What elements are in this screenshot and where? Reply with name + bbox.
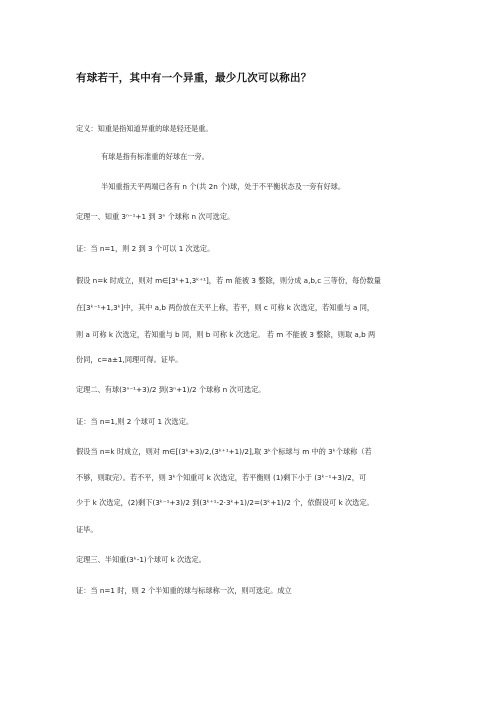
proof-line: 则 a 可称 k 次选定，若知重与 b 同，则 b 可称 k 次选定。 若 m 不能被 3 整除，则取 a,b 两: [76, 330, 376, 339]
proof-line: 证毕。: [76, 525, 98, 534]
proof-line: 假设当 n=k 时成立，则对 m∈[(3ᵏ+3)/2,(3ᵏ⁺¹+1)/2],取 3ᵏ个标球与 m 中的 3ᵏ个球称（若: [76, 447, 372, 456]
definition-line: 有球是指有标准重的好球在一旁。: [101, 152, 209, 161]
theorem-heading: 定理三、半知重(3ᵏ-1)个球可 k 次选定。: [76, 555, 206, 564]
proof-line: 少于 k 次选定，(2)剩下(3ᵏ⁻¹+3)/2 到(3ᵏ⁺¹-2·3ᵏ+1)/2=(3ᵏ+1)/2 个，依假设可 k 次选定。: [76, 498, 374, 507]
proof-line: 在[3ᵏ⁻¹+1,3ᵏ]中，其中 a,b 两份放在天平上称，若平，则 c 可称 k 次选定，若知重与 a 同，: [76, 303, 375, 312]
page-title: 有球若干，其中有一个异重，最少几次可以称出？: [76, 72, 312, 84]
proof-line: 假设 n=k 时成立，则对 m∈[3ᵏ+1,3ᵏ⁺¹]，若 m 能被 3 整除，则分成 a,b,c 三等份，每份数量: [76, 276, 381, 285]
definition-line: 半知重指天平两端已各有 n 个(共 2n 个)球，处于不平衡状态及一旁有好球。: [101, 182, 346, 191]
definition-line: 定义：知重是指知道异重的球是轻还是重。: [76, 124, 213, 133]
theorem-heading: 定理一、知重 3ⁿ⁻¹+1 到 3ⁿ 个球称 n 次可选定。: [76, 212, 235, 221]
proof-line: 不够，则取完）。若不平，则 3ᵏ个知重可 k 次选定，若平衡则 (1)剩下小于 (3ᵏ⁻¹+3)/2，可: [76, 473, 367, 482]
theorem-heading: 定理二、有球(3ⁿ⁻¹+3)/2 到(3ⁿ+1)/2 个球称 n 次可选定。: [76, 385, 266, 394]
proof-line: 证：当 n=1，则 2 到 3 个可以 1 次选定。: [76, 244, 215, 253]
proof-line: 证：当 n=1,则 2 个球可 1 次选定。: [76, 417, 194, 426]
proof-line: 份同，c=a±1,同理可得。证毕。: [76, 355, 183, 364]
proof-line: 证：当 n=1 时，则 2 个半知重的球与标球称一次，则可选定。成立: [76, 586, 292, 595]
